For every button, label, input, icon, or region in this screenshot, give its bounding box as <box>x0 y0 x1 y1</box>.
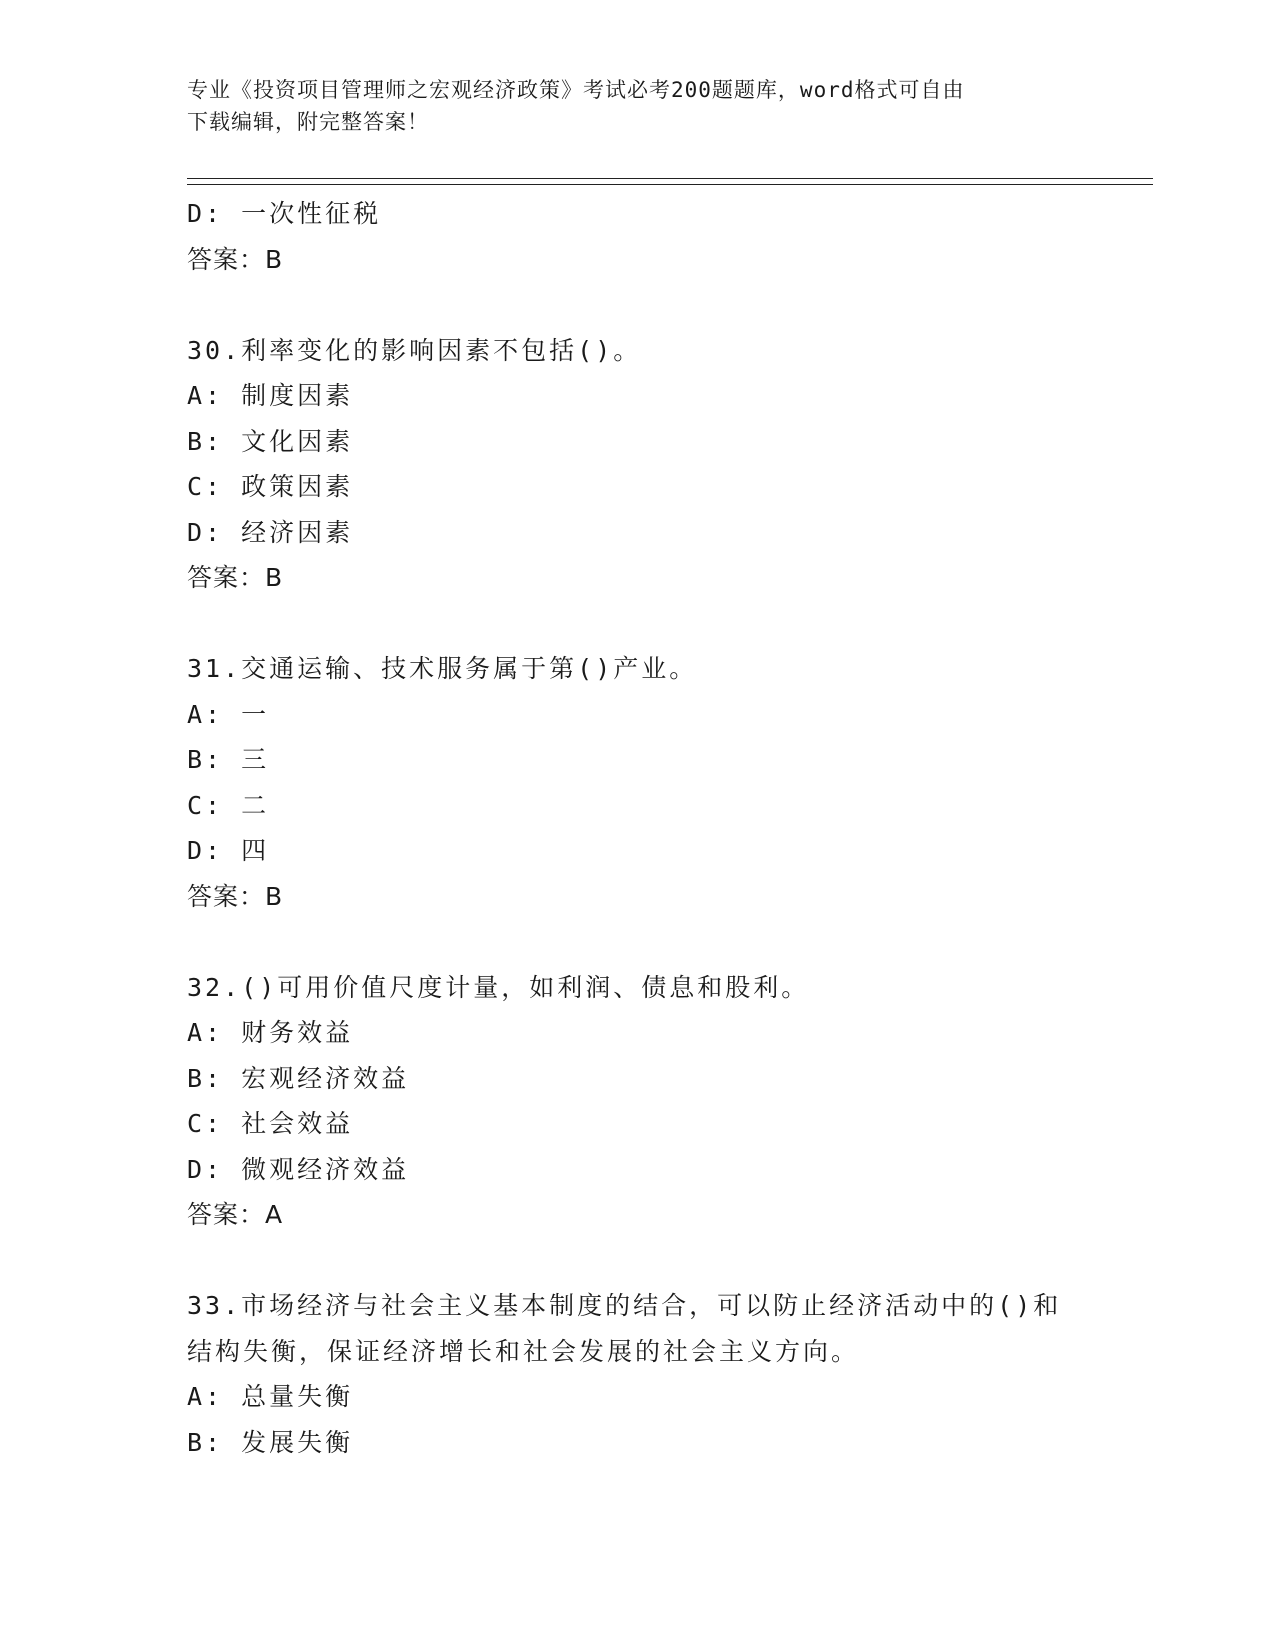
question-block-32 <box>187 965 1087 1238</box>
spacer <box>187 919 1087 965</box>
option-a: A: 财务效益 <box>187 1018 354 1047</box>
header-line-1: 专业《投资项目管理师之宏观经济政策》考试必考200题题库，word格式可自由 <box>187 78 965 102</box>
spacer <box>187 601 1087 647</box>
answer: 答案：B <box>187 881 284 911</box>
option-d: D: 经济因素 <box>187 517 354 547</box>
question-text: 32.()可用价值尺度计量，如利润、债息和股利。 <box>187 972 810 1002</box>
question-text-line-2: 结构失衡，保证经济增长和社会发展的社会主义方向。 <box>187 1336 860 1366</box>
option-d: D: 一次性征税 <box>187 199 382 228</box>
document-header <box>187 74 1087 138</box>
option-a: A: 一 <box>187 699 270 729</box>
header-divider-top <box>187 178 1153 179</box>
option-a: A: 制度因素 <box>187 381 354 410</box>
answer: 答案：A <box>187 1200 284 1229</box>
option-c: C: 二 <box>187 790 270 820</box>
option-d: D: 四 <box>187 836 270 865</box>
question-list <box>187 191 1087 1465</box>
option-b: B: 宏观经济效益 <box>187 1063 410 1093</box>
question-text: 31.交通运输、技术服务属于第()产业。 <box>187 654 698 683</box>
question-block-30 <box>187 328 1087 601</box>
option-b: B: 文化因素 <box>187 426 354 456</box>
option-b: B: 发展失衡 <box>187 1427 354 1457</box>
header-divider-bottom <box>187 184 1153 185</box>
question-block-31 <box>187 646 1087 919</box>
option-d: D: 微观经济效益 <box>187 1154 410 1184</box>
question-block-prev <box>187 191 1087 282</box>
question-text: 30.利率变化的影响因素不包括()。 <box>187 335 642 365</box>
spacer <box>187 282 1087 328</box>
header-line-2: 下载编辑，附完整答案！ <box>187 110 429 134</box>
option-a: A: 总量失衡 <box>187 1382 354 1411</box>
answer: 答案：B <box>187 563 284 592</box>
spacer <box>187 1238 1087 1284</box>
answer: 答案：B <box>187 244 284 274</box>
question-block-33 <box>187 1283 1087 1465</box>
option-b: B: 三 <box>187 745 270 774</box>
option-c: C: 社会效益 <box>187 1109 354 1138</box>
option-c: C: 政策因素 <box>187 472 354 501</box>
question-text-line-1: 33.市场经济与社会主义基本制度的结合，可以防止经济活动中的()和 <box>187 1291 1062 1320</box>
